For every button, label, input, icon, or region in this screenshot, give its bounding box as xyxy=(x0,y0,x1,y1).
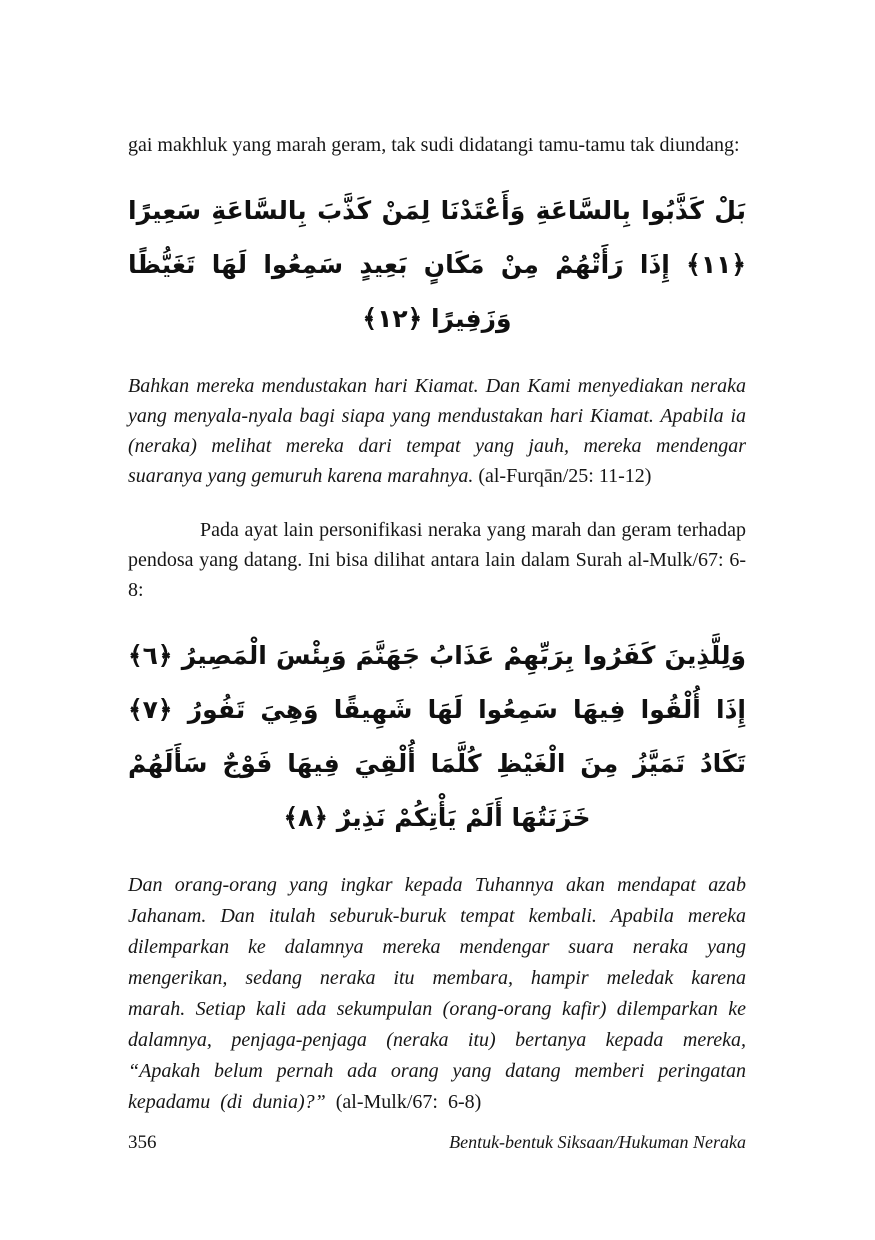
paragraph-pada-ayat-lain: Pada ayat lain personifikasi neraka yang marah dan geram terhadap pendosa yang datang. Ini bisa dilihat antara lain dalam Surah al-Mulk/67: 6-8: xyxy=(128,519,746,602)
paragraph-continuation: gai makhluk yang marah geram, tak sudi didatangi tamu-tamu tak diundang: xyxy=(128,134,740,156)
page-number: 356 xyxy=(128,1132,157,1153)
arabic-verse-al-furqan-25-11-12: بَلْ كَذَّبُوا بِالسَّاعَةِ وَأَعْتَدْنَا لِمَنْ كَذَّبَ بِالسَّاعَةِ سَعِيرًا ﴿١١﴾ إِذَا رَأَتْهُمْ مِنْ مَكَانٍ بَعِيدٍ سَمِعُوا لَهَا تَغَيُّظًا وَزَفِيرًا ﴿١٢﴾ xyxy=(128,196,746,333)
page-footer xyxy=(128,1132,746,1154)
citation-al-furqan: (al-Furqān/25: 11-12) xyxy=(478,465,652,488)
arabic-verse-al-mulk-67-6-8: وَلِلَّذِينَ كَفَرُوا بِرَبِّهِمْ عَذَابُ جَهَنَّمَ وَبِئْسَ الْمَصِيرُ ﴿٦﴾ إِذَا أُلْقُوا فِيهَا سَمِعُوا لَهَا شَهِيقًا وَهِيَ تَفُورُ ﴿٧﴾ تَكَادُ تَمَيَّزُ مِنَ الْغَيْظِ كُلَّمَا أُلْقِيَ فِيهَا فَوْجٌ سَأَلَهُمْ خَزَنَتُهَا أَلَمْ يَأْتِكُمْ نَذِيرٌ ﴿٨﴾ xyxy=(128,641,746,832)
citation-al-mulk: (al-Mulk/67: 6-8) xyxy=(335,1091,482,1114)
translation-al-furqan xyxy=(128,371,746,491)
translation-text: Dan orang-orang yang ingkar kepada Tuhannya akan mendapat azab Jahanam. Dan itulah seburuk-buruk tempat kembali. Apabila mereka dilemparkan ke dalamnya mereka mendengar suara neraka yang mengerikan, sedang neraka itu membara, hampir meledak karena marah. Setiap kali ada sekumpulan (orang-orang kafir) dilemparkan ke dalamnya, penjaga-penjaga (neraka itu) bertanya kepada mereka, “Apakah belum pernah ada orang yang datang memberi peringatan kepadamu (di dunia)?” xyxy=(128,874,746,1114)
translation-al-mulk xyxy=(128,870,746,1118)
page-content xyxy=(128,130,746,1118)
running-title: Bentuk-bentuk Siksaan/Hukuman Neraka xyxy=(449,1132,746,1152)
translation-text: Bahkan mereka mendustakan hari Kiamat. Dan Kami menyediakan neraka yang menyala-nyala bagi siapa yang mendustakan hari Kiamat. Apabila ia (neraka) melihat mereka dari tempat yang jauh, mereka mendengar suaranya yang gemuruh karena marahnya. xyxy=(128,375,746,488)
